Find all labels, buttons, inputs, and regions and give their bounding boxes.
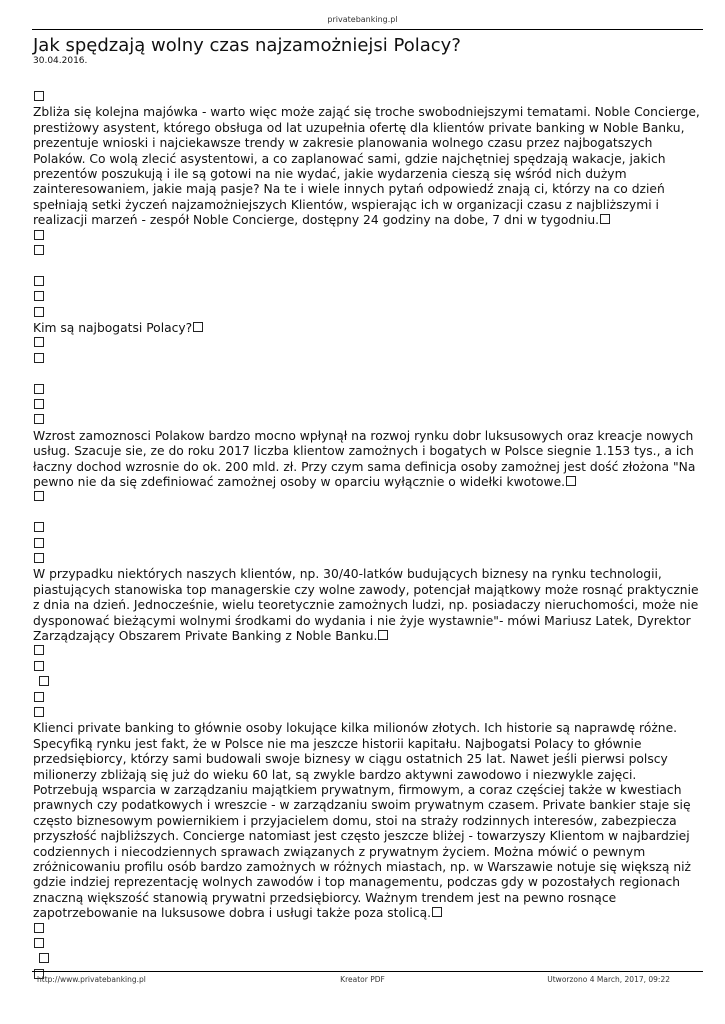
placeholder-glyph	[33, 275, 703, 290]
section-heading: Kim są najbogatsi Polacy?	[33, 321, 703, 336]
placeholder-glyph	[33, 537, 703, 552]
article-title: Jak spędzają wolny czas najzamożniejsi Polacy?	[33, 35, 461, 56]
placeholder-glyph	[33, 383, 703, 398]
footer-generator: Kreator PDF	[340, 975, 385, 984]
placeholder-glyph	[566, 476, 576, 486]
placeholder-glyph	[33, 244, 703, 259]
placeholder-glyph	[193, 322, 203, 332]
article-date: 30.04.2016.	[33, 56, 88, 66]
placeholder-glyph	[33, 937, 703, 952]
placeholder-glyph	[33, 306, 703, 321]
paragraph-intro: Zbliża się kolejna majówka - warto więc może zająć się troche swobodniejszymi tematami. Noble Concierge, prestiżowy asystent, którego obsługa od lat uzupełnia ofertę dla klientów private banking w Noble Banku, prezentuje wnioski i najciekawsze trendy w zakresie planowania wolnego czasu przez najbogatszych Polaków. Co wolą zlecić asystentowi, a co zaplanować sami, gdzie najchętniej spędzają wakacje, jakich prezentów poszukują i ile są gotowi na nie wydać, jakie wydarzenia cieszą się wśród nich dużym zainteresowaniem, jakie mają pasje? Na te i wiele innych pytań odpowiedź znają ci, którzy na co dzień spełniają setki życzeń najzamożniejszych Klientów, wspierając ich w organizacji czasu z najbliższymi i realizacji marzeń - zespół Noble Concierge, dostępny 24 godziny na dobe, 7 dni w tygodniu.	[33, 105, 700, 228]
placeholder-glyph	[33, 336, 703, 351]
placeholder-glyph	[33, 413, 703, 428]
placeholder-glyph	[33, 229, 703, 244]
footer-url[interactable]: http://www.privatebanking.pl	[37, 975, 146, 984]
placeholder-glyph	[33, 490, 703, 505]
placeholder-glyph	[33, 691, 703, 706]
article-body	[33, 90, 703, 983]
placeholder-glyph	[33, 552, 703, 567]
placeholder-glyph	[600, 214, 610, 224]
placeholder-glyph	[33, 644, 703, 659]
footer-divider	[32, 971, 703, 972]
site-name: privatebanking.pl	[327, 15, 398, 24]
placeholder-glyph	[33, 90, 703, 105]
placeholder-glyph	[33, 952, 703, 967]
placeholder-glyph	[432, 907, 442, 917]
paragraph-quote: W przypadku niektórych naszych klientów, np. 30/40-latków budujących biznesy na rynku technologii, piastujących stanowiska top managerskie czy wolne zawody, potencjał majątkowy może rosnąć praktycznie z dnia na dzień. Jednocześnie, wielu teoretycznie zamożnych ludzi, np. posiadaczy nieruchomości, może nie dysponować bieżącymi wolnymi środkami do wydania i nie żyje wystawnie"- mówi Mariusz Latek, Dyrektor Zarządzający Obszarem Private Banking z Noble Banku.	[33, 567, 699, 643]
placeholder-glyph	[33, 675, 703, 690]
placeholder-glyph	[33, 660, 703, 675]
paragraph-wealth-growth: Wzrost zamoznosci Polakow bardzo mocno wpłynął na rozwoj rynku dobr luksusowych oraz kreacje nowych usług. Szacuje sie, ze do roku 2017 liczba klientow zamożnych i bogatych w Polsce siegnie 1.153 tys., a ich łaczny dochod wzrosnie do ok. 200 mld. zł. Przy czym sama definicja osoby zamożnej jest dość złożona "Na pewno nie da się zdefiniować zamożnej osoby w oparciu wyłącznie o widełki kwotowe.	[33, 428, 696, 489]
placeholder-glyph	[33, 521, 703, 536]
placeholder-glyph	[33, 352, 703, 367]
paragraph-clients: Klienci private banking to głównie osoby lokujące kilka milionów złotych. Ich historie są naprawdę różne. Specyfiką rynku jest fakt, że w Polsce nie ma jeszcze historii kapitału. Najbogatsi Polacy to głównie przedsiębiorcy, którzy sami budowali swoje biznesy w ciągu ostatnich 25 lat. Nawet jeśli pierwsi polscy milionerzy zbliżają się już do wieku 60 lat, są zwykle bardzo aktywni zawodowo i niezwykle zajęci. Potrzebują wsparcia w zarządzaniu majątkiem prywatnym, firmowym, a coraz częściej także w kwestiach prawnych czy podatkowych i wreszcie - w zarządzaniu swoim prywatnym czasem. Private bankier staje się często biznesowym powiernikiem i przyjacielem domu, stoi na straży rodzinnych interesów, zabezpiecza przyszłość najbliższych. Concierge natomiast jest często jeszcze bliżej - towarzyszy Klientom w najbardziej codziennych i niecodziennych sprawach związanych z prywatnym życiem. Można mówić o pewnym zróżnicowaniu profilu osób bardzo zamożnych w różnych miastach, np. w Warszawie notuje się większą niż gdzie indziej reprezentację wolnych zawodów i top managementu, podczas gdy w pozostałych regionach znaczną większość stanowią prywatni przedsiębiorcy. Ważnym trendem jest na pewno rosnące zapotrzebowanie na luksusowe dobra i usługi także poza stolicą.	[33, 721, 691, 921]
placeholder-glyph	[33, 706, 703, 721]
placeholder-glyph	[33, 398, 703, 413]
placeholder-glyph	[33, 290, 703, 305]
placeholder-glyph	[378, 630, 388, 640]
placeholder-glyph	[33, 922, 703, 937]
header-divider	[32, 29, 703, 30]
footer-created: Utworzono 4 March, 2017, 09:22	[547, 975, 670, 984]
